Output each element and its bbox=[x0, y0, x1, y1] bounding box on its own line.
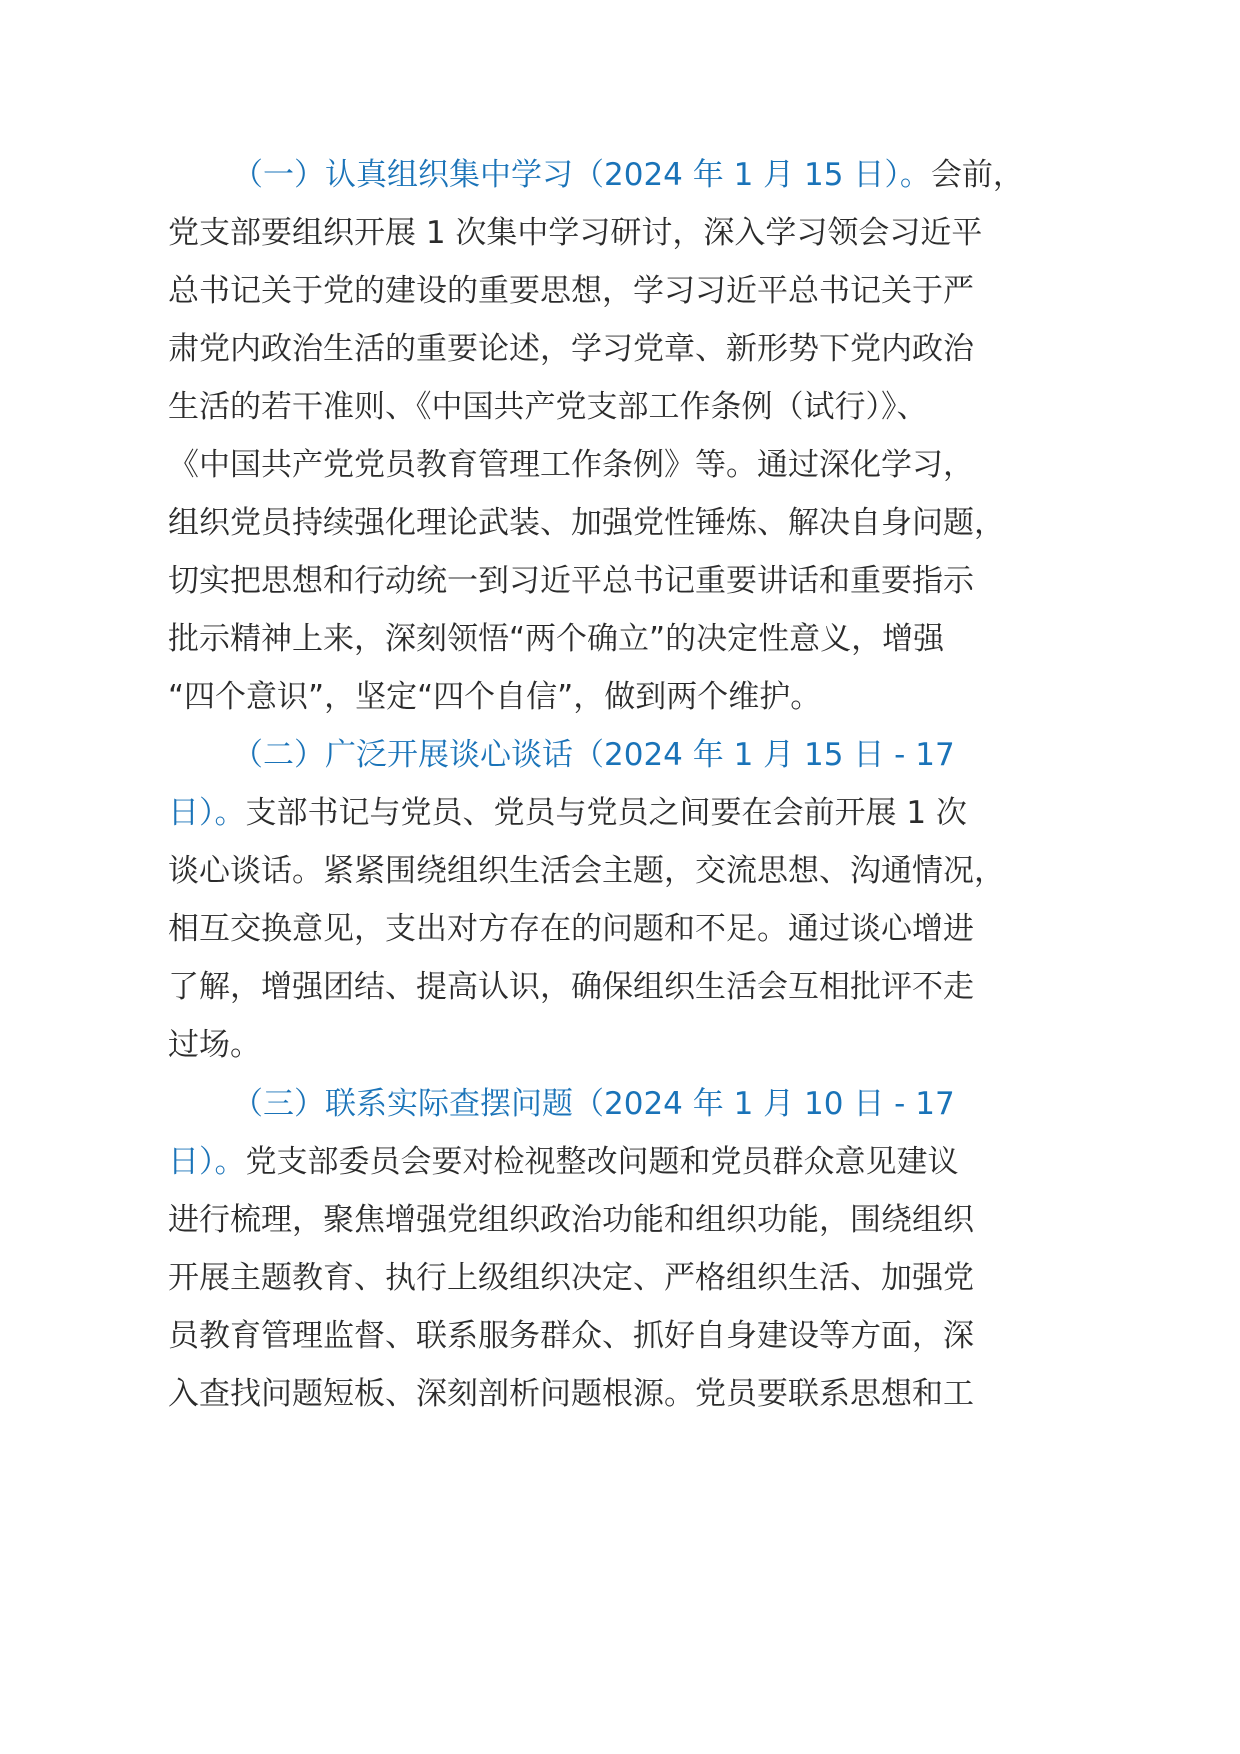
paragraph-3-line-5 bbox=[168, 1316, 974, 1356]
body-text: 会前， bbox=[930, 157, 1024, 193]
body-text: 员教育管理监督、联系服务群众、抓好自身建设等方面，深 bbox=[168, 1318, 974, 1354]
body-text: 批示精神上来，深刻领悟“两个确立”的决定性意义，增强 bbox=[168, 621, 945, 657]
body-text: 党支部委员会要对检视整改问题和党员群众意见建议 bbox=[245, 1144, 959, 1180]
paragraph-2-line-2 bbox=[168, 793, 967, 833]
paragraph-3-line-3 bbox=[168, 1200, 974, 1240]
section-heading-2: （二）广泛开展谈心谈话（2024 年 1 月 15 日 - 17 bbox=[232, 737, 955, 773]
paragraph-1-line-9 bbox=[168, 619, 944, 659]
body-text: 谈心谈话。紧紧围绕组织生活会主题，交流思想、沟通情况， bbox=[168, 853, 1005, 889]
paragraph-2-line-1 bbox=[232, 735, 955, 775]
paragraph-1-line-6 bbox=[168, 445, 974, 485]
body-text: 开展主题教育、执行上级组织决定、严格组织生活、加强党 bbox=[168, 1260, 974, 1296]
body-text: 支部书记与党员、党员与党员之间要在会前开展 1 次 bbox=[245, 795, 967, 831]
paragraph-1-line-4 bbox=[168, 329, 974, 369]
paragraph-1-line-8 bbox=[168, 561, 974, 601]
section-heading-1: （一）认真组织集中学习（2024 年 1 月 15 日）。 bbox=[232, 157, 931, 193]
body-text: 《中国共产党党员教育管理工作条例》等。通过深化学习， bbox=[168, 447, 974, 483]
section-heading-3: （三）联系实际查摆问题（2024 年 1 月 10 日 - 17 bbox=[232, 1086, 955, 1122]
body-text: 过场。 bbox=[168, 1027, 261, 1063]
body-text: 了解，增强团结、提高认识，确保组织生活会互相批评不走 bbox=[168, 969, 974, 1005]
paragraph-2-line-5 bbox=[168, 967, 974, 1007]
paragraph-3-line-1 bbox=[232, 1084, 955, 1124]
body-text: 进行梳理，聚焦增强党组织政治功能和组织功能，围绕组织 bbox=[168, 1202, 974, 1238]
section-heading-2-continued: 日）。 bbox=[168, 795, 246, 831]
paragraph-3-line-4 bbox=[168, 1258, 974, 1298]
paragraph-2-line-3 bbox=[168, 851, 1005, 891]
paragraph-3-line-2 bbox=[168, 1142, 959, 1182]
paragraph-2-line-4 bbox=[168, 909, 974, 949]
body-text: “四个意识”，坚定“四个自信”，做到两个维护。 bbox=[168, 679, 822, 715]
body-text: 党支部要组织开展 1 次集中学习研讨，深入学习领会习近平 bbox=[168, 215, 983, 251]
paragraph-1-line-10 bbox=[168, 677, 821, 717]
paragraph-1-line-3 bbox=[168, 271, 974, 311]
body-text: 切实把思想和行动统一到习近平总书记重要讲话和重要指示 bbox=[168, 563, 974, 599]
body-text: 组织党员持续强化理论武装、加强党性锤炼、解决自身问题， bbox=[168, 505, 1005, 541]
body-text: 肃党内政治生活的重要论述，学习党章、新形势下党内政治 bbox=[168, 331, 974, 367]
body-text: 入查找问题短板、深刻剖析问题根源。党员要联系思想和工 bbox=[168, 1376, 974, 1412]
body-text: 生活的若干准则、《中国共产党支部工作条例（试行）》、 bbox=[168, 389, 928, 425]
section-heading-3-continued: 日）。 bbox=[168, 1144, 246, 1180]
paragraph-1-line-2 bbox=[168, 213, 982, 253]
body-text: 总书记关于党的建设的重要思想，学习习近平总书记关于严 bbox=[168, 273, 974, 309]
body-text: 相互交换意见，支出对方存在的问题和不足。通过谈心增进 bbox=[168, 911, 974, 947]
paragraph-1-line-1 bbox=[232, 155, 1024, 195]
paragraph-2-line-6 bbox=[168, 1025, 261, 1065]
paragraph-1-line-7 bbox=[168, 503, 1005, 543]
paragraph-1-line-5 bbox=[168, 387, 928, 427]
paragraph-3-line-6 bbox=[168, 1374, 974, 1414]
